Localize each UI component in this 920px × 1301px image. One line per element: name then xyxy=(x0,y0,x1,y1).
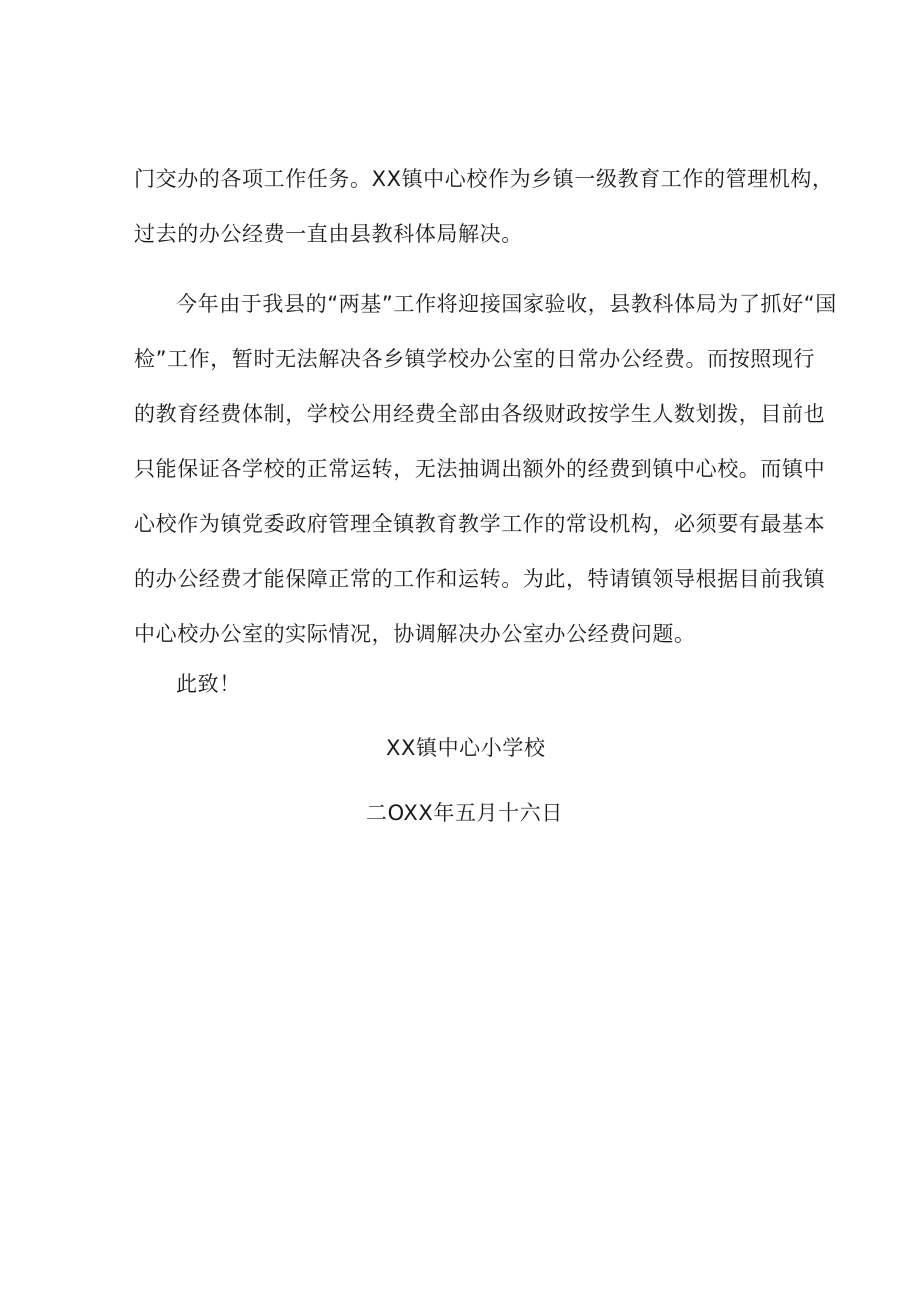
body-text-line: 心校作为镇党委政府管理全镇教育教学工作的常设机构，必须要有最基本 xyxy=(134,512,826,536)
closing-salutation: 此致！ xyxy=(176,672,241,696)
body-text-line: 的教育经费体制，学校公用经费全部由各级财政按学生人数划拨，目前也 xyxy=(134,402,826,426)
body-text-line: 过去的办公经费一直由县教科体局解决。 xyxy=(134,222,523,246)
signature-organization: XX镇中心小学校 xyxy=(386,736,546,760)
signature-date: 二OXX年五月十六日 xyxy=(366,801,563,825)
body-text-line: 今年由于我县的“两基”工作将迎接国家验收，县教科体局为了抓好“国 xyxy=(176,292,837,316)
body-text-line: 的办公经费才能保障正常的工作和运转。为此，特请镇领导根据目前我镇 xyxy=(134,567,826,591)
body-text-line: 检”工作，暂时无法解决各乡镇学校办公室的日常办公经费。而按照现行 xyxy=(134,347,816,371)
body-text-line: 门交办的各项工作任务。XX镇中心校作为乡镇一级教育工作的管理机构， xyxy=(134,167,834,191)
body-text-line: 中心校办公室的实际情况，协调解决办公室办公经费问题。 xyxy=(134,622,696,646)
body-text-line: 只能保证各学校的正常运转，无法抽调出额外的经费到镇中心校。而镇中 xyxy=(134,457,826,481)
